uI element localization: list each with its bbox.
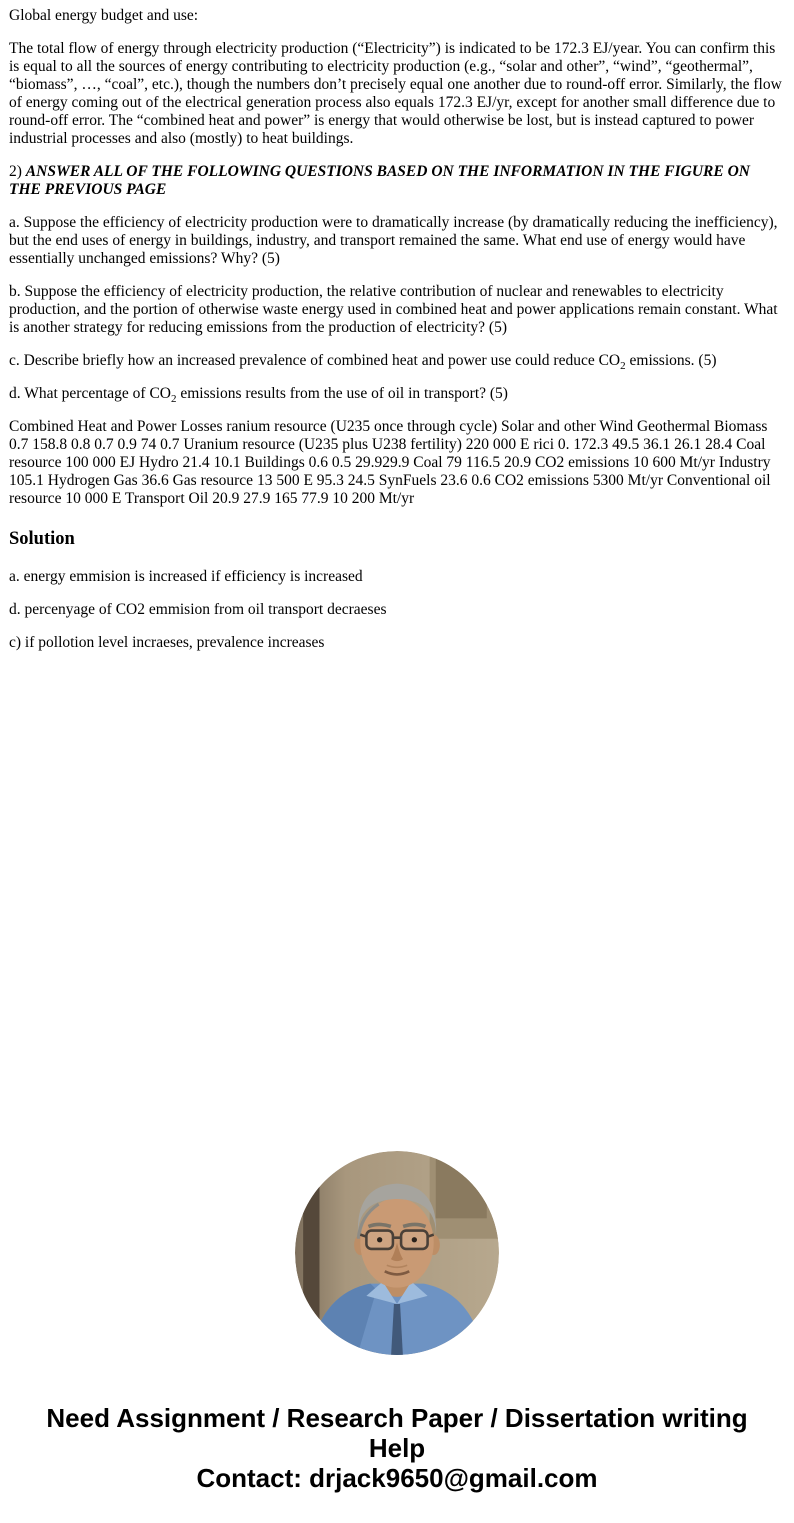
- question-c: [9, 352, 785, 373]
- solution-item-c: c) if pollotion level incraeses, prevalence increases: [9, 634, 325, 651]
- question-section-heading: [9, 163, 785, 199]
- solution-item-a: a. energy emmision is increased if efficiency is increased: [9, 568, 363, 585]
- question-a: a. Suppose the efficiency of electricity production were to dramatically increase (by dramatically reducing the inefficiency), but the end uses of energy in buildings, industry, and transport remained the same. What end use of energy would have essentially unchanged emissions? Why? (5): [9, 214, 778, 267]
- document-content: [0, 0, 794, 652]
- intro-heading: Global energy budget and use:: [9, 7, 199, 24]
- presenter-photo: [295, 1151, 499, 1355]
- footer-help-text: Need Assignment / Research Paper / Dissertation writing Help: [46, 1403, 748, 1463]
- footer-banner: [0, 1403, 794, 1493]
- figure-caption: Combined Heat and Power Losses ranium resource (U235 once through cycle) Solar and other Wind Geothermal Biomass 0.7 158.8 0.8 0.7 0.9 74 0.7 Uranium resource (U235 plus U238 fertility) 220 000 E rici 0. 172.3 49.5 36.1 26.1 28.4 Coal resource 100 000 EJ Hydro 21.4 10.1 Buildings 0.6 0.5 29.929.9 Coal 79 116.5 20.9 CO2 emissions 10 600 Mt/yr Industry 105.1 Hydrogen Gas 36.6 Gas resource 13 500 E 95.3 24.5 SynFuels 23.6 0.6 CO2 emissions 5300 Mt/yr Conventional oil resource 10 000 E Transport Oil 20.9 27.9 165 77.9 10 200 Mt/yr: [9, 418, 771, 507]
- question-heading-text: ANSWER ALL OF THE FOLLOWING QUESTIONS BASED ON THE INFORMATION IN THE FIGURE ON THE PREVIOUS PAGE: [9, 163, 750, 198]
- solution-heading: Solution: [9, 529, 75, 549]
- question-number: 2): [9, 163, 26, 180]
- question-c-text: c. Describe briefly how an increased prevalence of combined heat and power use could reduce CO: [9, 352, 621, 369]
- question-d: [9, 385, 785, 406]
- question-d-tail: emissions results from the use of oil in transport? (5): [176, 385, 508, 402]
- question-d-subscript: 2: [170, 393, 177, 406]
- question-c-tail: emissions. (5): [625, 352, 717, 369]
- intro-paragraph: The total flow of energy through electricity production (“Electricity”) is indicated to be 172.3 EJ/year. You can confirm this is equal to all the sources of energy contributing to electricity production (e.g., “solar and other”, “wind”, “geothermal”, “biomass”, …, “coal”, etc.), though the numbers don’t precisely equal one another due to round-off error. Similarly, the flow of energy coming out of the electrical generation process also equals 172.3 EJ/yr, except for another small difference due to round-off error. The “combined heat and power” is energy that would otherwise be lost, but is instead captured to power industrial processes and also (mostly) to heat buildings.: [9, 40, 782, 147]
- question-d-text: d. What percentage of CO: [9, 385, 171, 402]
- footer-contact-text: Contact: drjack9650@gmail.com: [196, 1463, 598, 1493]
- solution-item-d: d. percenyage of CO2 emmision from oil transport decraeses: [9, 601, 387, 618]
- question-b: b. Suppose the efficiency of electricity production, the relative contribution of nuclear and renewables to electricity production, and the portion of otherwise waste energy used in combined heat and power applications remain constant. What is another strategy for reducing emissions from the production of electricity? (5): [9, 283, 778, 336]
- question-c-subscript: 2: [620, 360, 626, 373]
